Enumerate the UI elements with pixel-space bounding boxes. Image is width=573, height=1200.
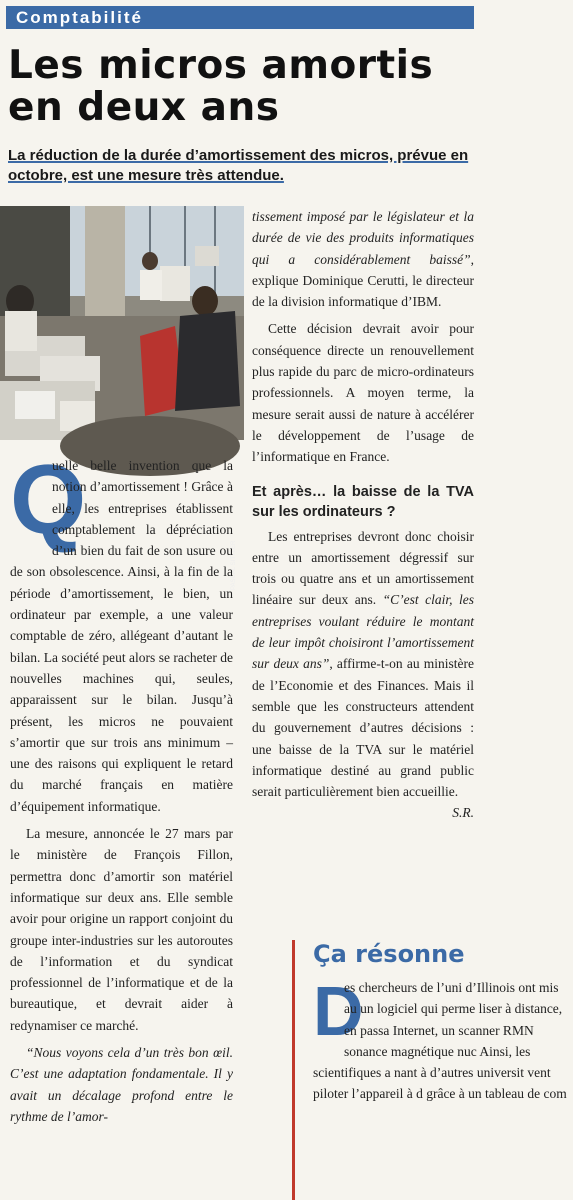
quote-paragraph: “Nous voyons cela d’un très bon œil. C’est une adaptation fondamentale. Il y avait un décalage profond entre le rythme de l’amor- (10, 1045, 233, 1124)
paragraph: tissement imposé par le législateur et la durée de vie des produits informatiques qui a considérablement baissé”, explique Dominique Cerutti, le directeur de la division informatique d’IBM. (252, 209, 474, 310)
section-rubric: Comptabilité (6, 6, 474, 29)
paragraph: Les entreprises devront donc choisir entre un amortissement dégressif sur trois ou quatre ans et un amortissement linéaire sur deux ans. “C’est clair, les entreprises voulant réduire le montant de leur impôt choisiront l’amortissement sur deux ans”, affirme-t-on au ministère de l’Economie et des Finances. Mais il semble que les constructeurs attendent du gouvernement d’autres décisions : une baisse de la TVA sur le matériel informatique destiné au grand public serait particulièrement bien accueillie. S.R. (252, 526, 474, 803)
article-lead: La réduction de la durée d’amortissement des micros, prévue en octobre, est une mesure très attendue. (8, 147, 469, 184)
office-photo-illustration (0, 206, 244, 440)
article-title: Les micros amortis en deux ans (8, 43, 434, 130)
paragraph: Cette décision devrait avoir pour conséquence directe un renouvellement plus rapide du parc de micro-ordinateurs professionnels. A moyen terme, la mesure serait aussi de nature à accélérer le développement de l’usage de l’informatique en France. (252, 321, 474, 465)
drop-cap: D (313, 972, 364, 1050)
left-column (10, 444, 233, 1133)
author-signature: S.R. (452, 805, 474, 821)
subheading: Et après… la baisse de la TVA sur les ordinateurs ? (252, 483, 474, 520)
office-photo (0, 206, 244, 590)
drop-cap: Q (10, 444, 87, 554)
sidebar-box (292, 940, 567, 1200)
right-column (252, 206, 474, 824)
photo-credit: PASCAL SITTLER (231, 540, 237, 590)
sidebar-text: D es chercheurs de l’uni d’Illinois ont mis au un logiciel qui perme liser à distance, en passa Internet, un scanner RMN sonance magnétique nuc Ainsi, les scientifiques a nant à d’autres universit vent piloter l’appareil à d grâce à un tableau de com (313, 972, 567, 1102)
paragraph: La mesure, annoncée le 27 mars par le ministère de François Fillon, permettra donc d’amortir son matériel informatique sur deux ans. Elle semble avoir pour origine un rapport conjoint du groupe inter-industries sur les autoroutes de l’information et du syndicat professionnel de l’informatique et de la bureautique, et devrait aider à redynamiser ce marché. (10, 826, 233, 1033)
sidebar-title: Ça résonne (313, 940, 465, 968)
paragraph: Q uelle belle invention que la notion d’amortissement ! Grâce à elle, les entreprises établissent comptablement la dépréciation d’un bien du fait de son usure ou de son obsolescence. Ainsi, à la fin de la période d’amortissement, le bien, un ordinateur par exemple, a une valeur comptable de zéro, allégeant d’autant le bilan. La société peut alors se racheter de nouvelles machines qui, seules, apparaissent sur le bilan. Jusqu’à présent, les micros ne pouvaient s’amortir que sur trois ans minimum – une des raisons qui expliquent le retard du marché français en matière d’équipement informatique. (10, 444, 233, 814)
